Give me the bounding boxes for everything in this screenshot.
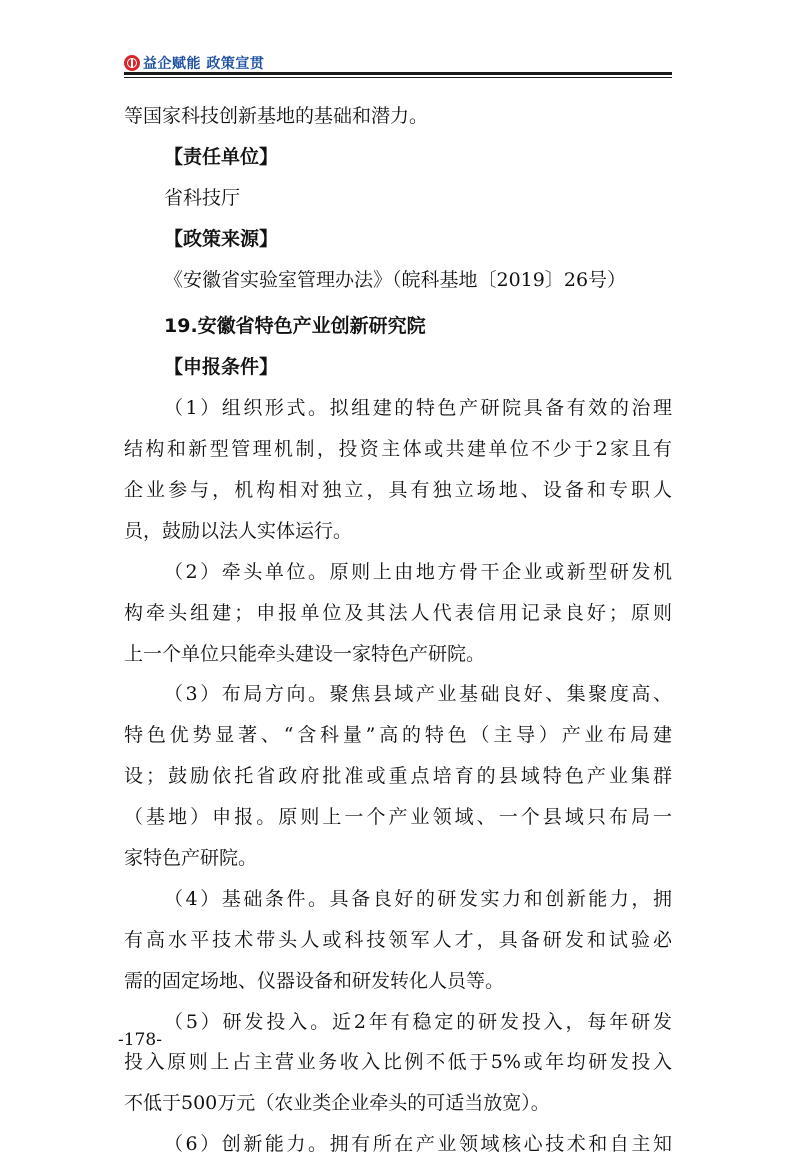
paragraph-line: 上一个单位只能牵头建设一家特色产研院。 — [124, 642, 486, 665]
header-rule-thin — [124, 77, 672, 78]
document-body — [124, 96, 672, 1165]
paragraph-line: 结构和新型管理机制，投资主体或共建单位不少于2家且有 — [124, 438, 672, 461]
brand-logo-icon — [124, 55, 140, 71]
paragraph-line: 有高水平技术带头人或科技领军人才，具备研发和试验必 — [124, 928, 672, 951]
page-header — [124, 53, 264, 73]
paragraph-line: 企业参与，机构相对独立，具有独立场地、设备和专职人 — [124, 479, 672, 502]
paragraph-line: （2）牵头单位。原则上由地方骨干企业或新型研发机 — [164, 560, 672, 583]
paragraph-line: 特色优势显著、“含科量”高的特色（主导）产业布局建 — [124, 724, 672, 747]
paragraph-line: 需的固定场地、仪器设备和研发转化人员等。 — [124, 969, 505, 992]
section-heading: 【申报条件】 — [164, 356, 279, 379]
section-heading: 【责任单位】 — [164, 145, 279, 168]
paragraph-line: （5）研发投入。近2年有稳定的研发投入，每年研发 — [164, 1010, 672, 1033]
paragraph-line: （4）基础条件。具备良好的研发实力和创新能力，拥 — [164, 887, 672, 910]
paragraph-line: （1）组织形式。拟组建的特色产研院具备有效的治理 — [164, 397, 672, 420]
paragraph-line: 省科技厅 — [164, 186, 241, 209]
paragraph-line: 家特色产研院。 — [124, 847, 258, 870]
paragraph-line: 投入原则上占主营业务收入比例不低于5%或年均研发投入 — [124, 1051, 672, 1074]
paragraph-line: （基地）申报。原则上一个产业领域、一个县域只布局一 — [124, 806, 672, 829]
paragraph-line: （3）布局方向。聚焦县域产业基础良好、集聚度高、 — [164, 683, 672, 706]
header-rule — [124, 72, 672, 75]
paragraph-line: 构牵头组建；申报单位及其法人代表信用记录良好；原则 — [124, 601, 672, 624]
item-title: 19.安徽省特色产业创新研究院 — [164, 315, 426, 338]
section-heading: 【政策来源】 — [164, 227, 279, 250]
paragraph-line: 《安徽省实验室管理办法》（皖科基地〔2019〕26号） — [164, 268, 627, 291]
paragraph-line: 等国家科技创新基地的基础和潜力。 — [124, 105, 429, 127]
paragraph-line: 员，鼓励以法人实体运行。 — [124, 519, 353, 542]
page-number: -178- — [118, 1030, 162, 1050]
paragraph-line: 不低于500万元（农业类企业牵头的可适当放宽）。 — [124, 1092, 550, 1115]
header-brand: 益企赋能 政策宣贯 — [143, 56, 265, 72]
paragraph-line: （6）创新能力。拥有所在产业领域核心技术和自主知 — [164, 1133, 672, 1156]
paragraph-line: 设；鼓励依托省政府批准或重点培育的县域特色产业集群 — [124, 765, 672, 788]
